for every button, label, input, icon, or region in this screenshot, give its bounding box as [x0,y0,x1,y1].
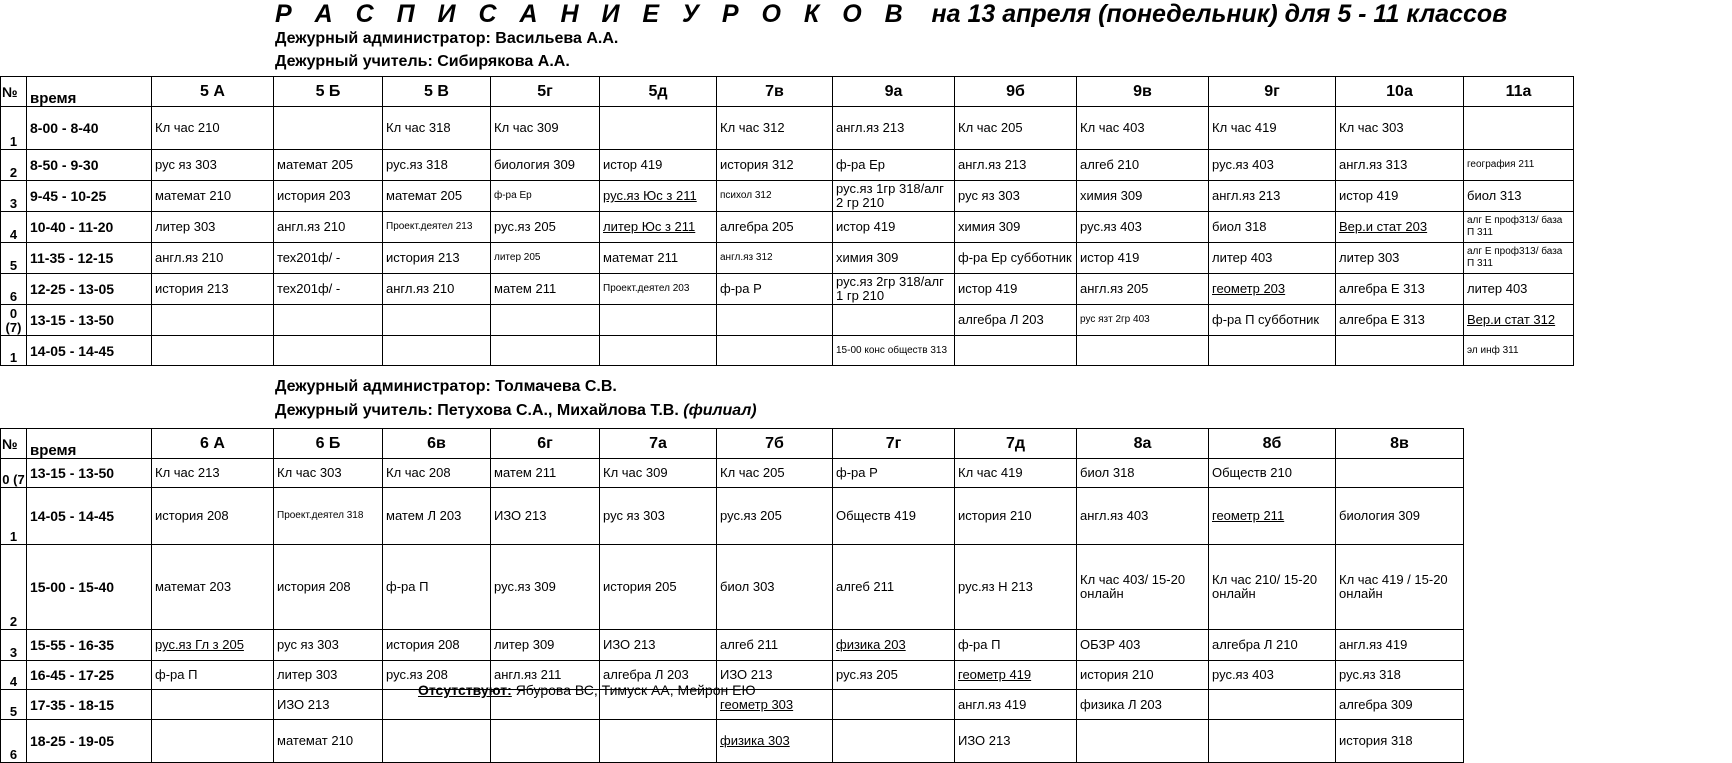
lesson-cell: алгебра Е 313 [1336,305,1464,336]
lesson-number: 2 [1,150,27,181]
lesson-cell: рус.яз 403 [1209,150,1336,181]
lesson-cell: Кл час 419 [1209,107,1336,150]
lesson-cell: геометр 203 [1209,274,1336,305]
lesson-cell: тех201ф/ - [274,243,383,274]
class-header: 6 А [152,429,274,459]
class-header: 7г [833,429,955,459]
lesson-number: 6 [1,274,27,305]
lesson-cell: история 213 [152,274,274,305]
lesson-cell: англ.яз 211 [491,661,600,690]
lesson-time: 8-50 - 9-30 [27,150,152,181]
lesson-time: 9-45 - 10-25 [27,181,152,212]
lesson-cell: англ.яз 210 [152,243,274,274]
lesson-cell: ф-ра Р [833,459,955,488]
absent-names: Ябурова ВС, Тимуск АА, Мейрон ЕЮ [515,682,756,698]
lesson-cell: литер 303 [152,212,274,243]
lesson-cell: рус.яз 318 [383,150,491,181]
header-number: № [1,77,27,107]
class-header: 9а [833,77,955,107]
lesson-cell: литер 403 [1464,274,1574,305]
class-header: 7а [600,429,717,459]
lesson-cell: тех201ф/ - [274,274,383,305]
lesson-cell: Кл час 205 [955,107,1077,150]
lesson-cell: рус.яз Гл з 205 [152,630,274,661]
lesson-cell [491,720,600,763]
lesson-cell: рус.яз 205 [717,488,833,545]
lesson-cell: алг Е проф313/ база П 311 [1464,243,1574,274]
lesson-cell: англ.яз 312 [717,243,833,274]
lesson-cell: Кл час 208 [383,459,491,488]
lesson-cell: алгебра Л 210 [1209,630,1336,661]
class-header: 10а [1336,77,1464,107]
lesson-cell: англ.яз 213 [1209,181,1336,212]
lesson-number: 0 (7 [1,459,27,488]
lesson-number: 1 [1,488,27,545]
class-header: 7в [717,77,833,107]
lesson-cell: рус.яз 403 [1077,212,1209,243]
lesson-cell: алгеб 211 [833,545,955,630]
class-header: 8в [1336,429,1464,459]
lesson-cell: Кл час 303 [1336,107,1464,150]
lesson-cell [1336,336,1464,366]
lesson-cell: ф-ра Ер [491,181,600,212]
lesson-cell: биол 313 [1464,181,1574,212]
table-row [1,545,1464,630]
lesson-cell: ф-ра Р [717,274,833,305]
lesson-cell [1077,336,1209,366]
class-header: 5д [600,77,717,107]
lesson-cell: математ 203 [152,545,274,630]
lesson-cell: математ 210 [152,181,274,212]
lesson-cell: алгебра 205 [717,212,833,243]
lesson-cell: англ.яз 213 [955,150,1077,181]
lesson-cell: литер Юс з 211 [600,212,717,243]
lesson-cell: алгебра Л 203 [955,305,1077,336]
lesson-cell: история 208 [383,630,491,661]
absent-label: Отсутствуют: [418,682,512,698]
lesson-cell: рус.яз 318 [1336,661,1464,690]
lesson-cell: ИЗО 213 [274,690,383,720]
lesson-cell [491,305,600,336]
lesson-cell: ИЗО 213 [600,630,717,661]
lesson-cell: Кл час 309 [491,107,600,150]
lesson-time: 14-05 - 14-45 [27,336,152,366]
lesson-number: 3 [1,181,27,212]
class-header: 9в [1077,77,1209,107]
lesson-cell: рус яз 303 [600,488,717,545]
lesson-cell: Проект.деятел 318 [274,488,383,545]
duty-teacher-2-names: Дежурный учитель: Петухова С.А., Михайлова Т.В. [275,402,679,419]
lesson-cell: Кл час 419 [955,459,1077,488]
lesson-cell: биол 303 [717,545,833,630]
table-row [1,459,1464,488]
lesson-cell: геометр 303 [717,690,833,720]
lesson-time: 14-05 - 14-45 [27,488,152,545]
lesson-number: 1 [1,336,27,366]
class-header: 5 В [383,77,491,107]
table-row [1,107,1574,150]
lesson-cell: матем Л 203 [383,488,491,545]
lesson-cell: физика 203 [833,630,955,661]
lesson-cell: литер 309 [491,630,600,661]
lesson-number: 6 [1,720,27,763]
lesson-cell [383,720,491,763]
lesson-cell: алгебра Е 313 [1336,274,1464,305]
lesson-number: 3 [1,630,27,661]
table-row [1,630,1464,661]
lesson-cell: история 318 [1336,720,1464,763]
lesson-cell [1336,459,1464,488]
lesson-cell [955,336,1077,366]
lesson-cell [1077,720,1209,763]
lesson-cell: англ.яз 419 [955,690,1077,720]
lesson-cell: физика 303 [717,720,833,763]
lesson-cell: рус.яз 1гр 318/алг 2 гр 210 [833,181,955,212]
lesson-cell: география 211 [1464,150,1574,181]
schedule-table-lower [0,428,1464,763]
lesson-cell [833,720,955,763]
header-time: время [27,77,152,107]
lesson-cell: англ.яз 419 [1336,630,1464,661]
lesson-cell: истор 419 [600,150,717,181]
lesson-cell [491,336,600,366]
class-header: 6 Б [274,429,383,459]
table-row [1,243,1574,274]
class-header: 5г [491,77,600,107]
duty-admin-2: Дежурный администратор: Толмачева С.В. [275,378,617,395]
title-main: Р А С П И С А Н И Е У Р О К О В [275,0,911,28]
class-header: 9г [1209,77,1336,107]
lesson-cell: ОБЗР 403 [1077,630,1209,661]
lesson-number: 0 (7) [1,305,27,336]
lesson-time: 11-35 - 12-15 [27,243,152,274]
lesson-cell: геометр 419 [955,661,1077,690]
lesson-cell: 15-00 конс обществ 313 [833,336,955,366]
lesson-time: 13-15 - 13-50 [27,305,152,336]
class-header: 8б [1209,429,1336,459]
lesson-cell: ИЗО 213 [717,661,833,690]
lesson-cell: Кл час 309 [600,459,717,488]
lesson-cell: алгеб 210 [1077,150,1209,181]
lesson-cell [274,336,383,366]
lesson-cell [717,336,833,366]
lesson-cell: литер 403 [1209,243,1336,274]
lesson-cell [152,336,274,366]
lesson-cell [600,336,717,366]
lesson-cell: физика Л 203 [1077,690,1209,720]
title-date: на 13 апреля (понедельник) для 5 - 11 классов [931,0,1508,28]
lesson-time: 15-00 - 15-40 [27,545,152,630]
lesson-cell [1209,336,1336,366]
lesson-cell: история 210 [955,488,1077,545]
lesson-cell: история 208 [274,545,383,630]
lesson-cell: англ.яз 205 [1077,274,1209,305]
lesson-cell: ф-ра Ер субботник [955,243,1077,274]
class-header: 11а [1464,77,1574,107]
lesson-cell [1209,690,1336,720]
lesson-cell: история 210 [1077,661,1209,690]
lesson-cell: рус.яз 2гр 318/алг 1 гр 210 [833,274,955,305]
lesson-cell: рус яз 303 [152,150,274,181]
lesson-cell: англ.яз 210 [274,212,383,243]
lesson-cell: англ.яз 213 [833,107,955,150]
lesson-cell [383,305,491,336]
absent-line [418,682,756,698]
lesson-time: 17-35 - 18-15 [27,690,152,720]
lesson-cell: ИЗО 213 [955,720,1077,763]
lesson-time: 12-25 - 13-05 [27,274,152,305]
lesson-cell: математ 205 [383,181,491,212]
lesson-cell: рус.яз 208 [383,661,491,690]
header-time: время [27,429,152,459]
lesson-number: 5 [1,243,27,274]
table-row [1,274,1574,305]
lesson-cell: Кл час 213 [152,459,274,488]
lesson-cell [274,305,383,336]
lesson-cell: Кл час 419 / 15-20 онлайн [1336,545,1464,630]
lesson-cell: Обществ 210 [1209,459,1336,488]
lesson-cell: математ 210 [274,720,383,763]
lesson-cell: ИЗО 213 [491,488,600,545]
table-row [1,305,1574,336]
lesson-cell: рус.яз Н 213 [955,545,1077,630]
lesson-cell: Кл час 303 [274,459,383,488]
lesson-cell: ф-ра П субботник [1209,305,1336,336]
lesson-cell: Вер.и стат 312 [1464,305,1574,336]
lesson-cell: Кл час 403 [1077,107,1209,150]
lesson-cell [833,690,955,720]
lesson-cell [274,107,383,150]
schedule-table-upper [0,76,1574,366]
lesson-cell: Проект.деятел 203 [600,274,717,305]
lesson-cell: рус яз 303 [955,181,1077,212]
lesson-cell [1209,720,1336,763]
lesson-time: 18-25 - 19-05 [27,720,152,763]
lesson-cell: литер 303 [274,661,383,690]
lesson-time: 16-45 - 17-25 [27,661,152,690]
lesson-cell: Обществ 419 [833,488,955,545]
table-row [1,212,1574,243]
duty-teacher-1: Дежурный учитель: Сибирякова А.А. [275,53,570,70]
class-header: 8а [1077,429,1209,459]
lesson-cell: химия 309 [1077,181,1209,212]
lesson-cell: эл инф 311 [1464,336,1574,366]
lesson-cell [383,336,491,366]
lesson-cell: литер 205 [491,243,600,274]
lesson-cell: матем 211 [491,274,600,305]
lesson-cell [600,720,717,763]
table-row [1,150,1574,181]
lesson-cell [600,107,717,150]
lesson-cell: рус.яз Юс з 211 [600,181,717,212]
lesson-cell: ф-ра П [383,545,491,630]
lesson-cell: Кл час 403/ 15-20 онлайн [1077,545,1209,630]
class-header: 7д [955,429,1077,459]
lesson-cell: биология 309 [1336,488,1464,545]
lesson-cell: Кл час 318 [383,107,491,150]
lesson-time: 10-40 - 11-20 [27,212,152,243]
lesson-number: 1 [1,107,27,150]
lesson-cell: рус.яз 403 [1209,661,1336,690]
lesson-cell: Вер.и стат 203 [1336,212,1464,243]
lesson-cell [152,305,274,336]
class-header: 6в [383,429,491,459]
lesson-cell [152,720,274,763]
lesson-cell: алгебра Л 203 [600,661,717,690]
lesson-cell: англ.яз 403 [1077,488,1209,545]
duty-admin-1: Дежурный администратор: Васильева А.А. [275,30,619,47]
lesson-cell: Кл час 312 [717,107,833,150]
header-row [1,429,1464,459]
lesson-cell: история 208 [152,488,274,545]
duty-teacher-2 [275,402,757,420]
lesson-cell: химия 309 [833,243,955,274]
lesson-number: 5 [1,690,27,720]
class-header: 9б [955,77,1077,107]
header-row [1,77,1574,107]
lesson-cell: история 213 [383,243,491,274]
page-title [275,0,1507,29]
class-header: 5 А [152,77,274,107]
table-row [1,181,1574,212]
duty-teacher-2-note: (филиал) [683,402,757,419]
header-number: № [1,429,27,459]
lesson-cell: литер 303 [1336,243,1464,274]
lesson-cell: психол 312 [717,181,833,212]
lesson-cell: Кл час 205 [717,459,833,488]
lesson-cell: рус яз 303 [274,630,383,661]
lesson-cell: истор 419 [833,212,955,243]
lesson-cell: рус.яз 205 [491,212,600,243]
lesson-time: 13-15 - 13-50 [27,459,152,488]
table-row [1,488,1464,545]
lesson-cell: англ.яз 210 [383,274,491,305]
lesson-cell: биол 318 [1209,212,1336,243]
lesson-cell: алгеб 211 [717,630,833,661]
lesson-cell: англ.яз 313 [1336,150,1464,181]
lesson-cell: истор 419 [1336,181,1464,212]
lesson-cell: биология 309 [491,150,600,181]
lesson-cell [833,305,955,336]
lesson-cell: ф-ра П [152,661,274,690]
lesson-cell: Кл час 210 [152,107,274,150]
lesson-number: 4 [1,212,27,243]
lesson-cell: Проект.деятел 213 [383,212,491,243]
lesson-cell: Кл час 210/ 15-20 онлайн [1209,545,1336,630]
lesson-cell: история 205 [600,545,717,630]
lesson-cell: ф-ра Ер [833,150,955,181]
lesson-cell: алгебра 309 [1336,690,1464,720]
lesson-cell: математ 205 [274,150,383,181]
table-row [1,336,1574,366]
lesson-cell [1464,107,1574,150]
lesson-cell: рус.яз 309 [491,545,600,630]
lesson-number: 4 [1,661,27,690]
table-row [1,720,1464,763]
lesson-cell: рус язт 2гр 403 [1077,305,1209,336]
lesson-cell: история 203 [274,181,383,212]
lesson-cell [717,305,833,336]
lesson-cell [152,690,274,720]
lesson-cell: матем 211 [491,459,600,488]
lesson-cell: геометр 211 [1209,488,1336,545]
lesson-time: 8-00 - 8-40 [27,107,152,150]
lesson-cell: истор 419 [1077,243,1209,274]
class-header: 6г [491,429,600,459]
lesson-cell: истор 419 [955,274,1077,305]
lesson-number: 2 [1,545,27,630]
lesson-cell: рус.яз 205 [833,661,955,690]
lesson-cell: история 312 [717,150,833,181]
lesson-cell: биол 318 [1077,459,1209,488]
lesson-cell: ф-ра П [955,630,1077,661]
lesson-cell [600,305,717,336]
class-header: 7б [717,429,833,459]
lesson-time: 15-55 - 16-35 [27,630,152,661]
class-header: 5 Б [274,77,383,107]
lesson-cell: математ 211 [600,243,717,274]
lesson-cell: алг Е проф313/ база П 311 [1464,212,1574,243]
lesson-cell: химия 309 [955,212,1077,243]
